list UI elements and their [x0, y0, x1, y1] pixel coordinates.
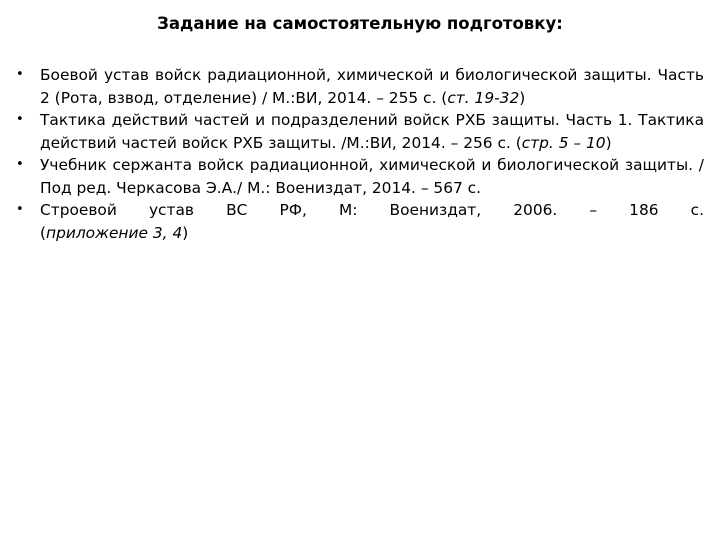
item-line-1: Строевой устав ВС РФ, М: Воениздат, 2006. – 186 с.	[40, 201, 704, 219]
item-close-paren: )	[182, 223, 189, 242]
item-reference: стр. 5 – 10	[521, 133, 606, 152]
item-text: Учебник сержанта войск радиационной, химической и биологической защиты. /Под ред. Черкасова Э.А./ М.: Воениздат, 2014. – 567 с.	[40, 156, 704, 197]
item-tail: )	[519, 88, 526, 107]
item-reference: ст. 19-32	[447, 88, 520, 107]
bullet-icon: •	[16, 112, 24, 127]
bullet-icon: •	[16, 157, 24, 172]
item-open-paren: (	[40, 223, 47, 242]
bullet-icon: •	[16, 67, 24, 82]
list-item	[16, 199, 704, 244]
list-item	[16, 109, 704, 154]
item-text: Боевой устав войск радиационной, химической и биологической защиты. Часть 2 (Рота, взвод, отделение) / М.:ВИ, 2014. – 255 с. (	[40, 66, 704, 107]
bullet-icon: •	[16, 202, 24, 217]
list-item	[16, 154, 704, 199]
reading-list	[16, 64, 704, 244]
item-reference: приложение 3, 4	[46, 223, 183, 242]
item-line-2	[40, 222, 704, 245]
item-tail: )	[605, 133, 612, 152]
page-title: Задание на самостоятельную подготовку:	[157, 14, 563, 33]
list-item	[16, 64, 704, 109]
item-text: Тактика действий частей и подразделений войск РХБ защиты. Часть 1. Тактика действий частей войск РХБ защиты. /М.:ВИ, 2014. – 256 с. (	[40, 111, 704, 152]
